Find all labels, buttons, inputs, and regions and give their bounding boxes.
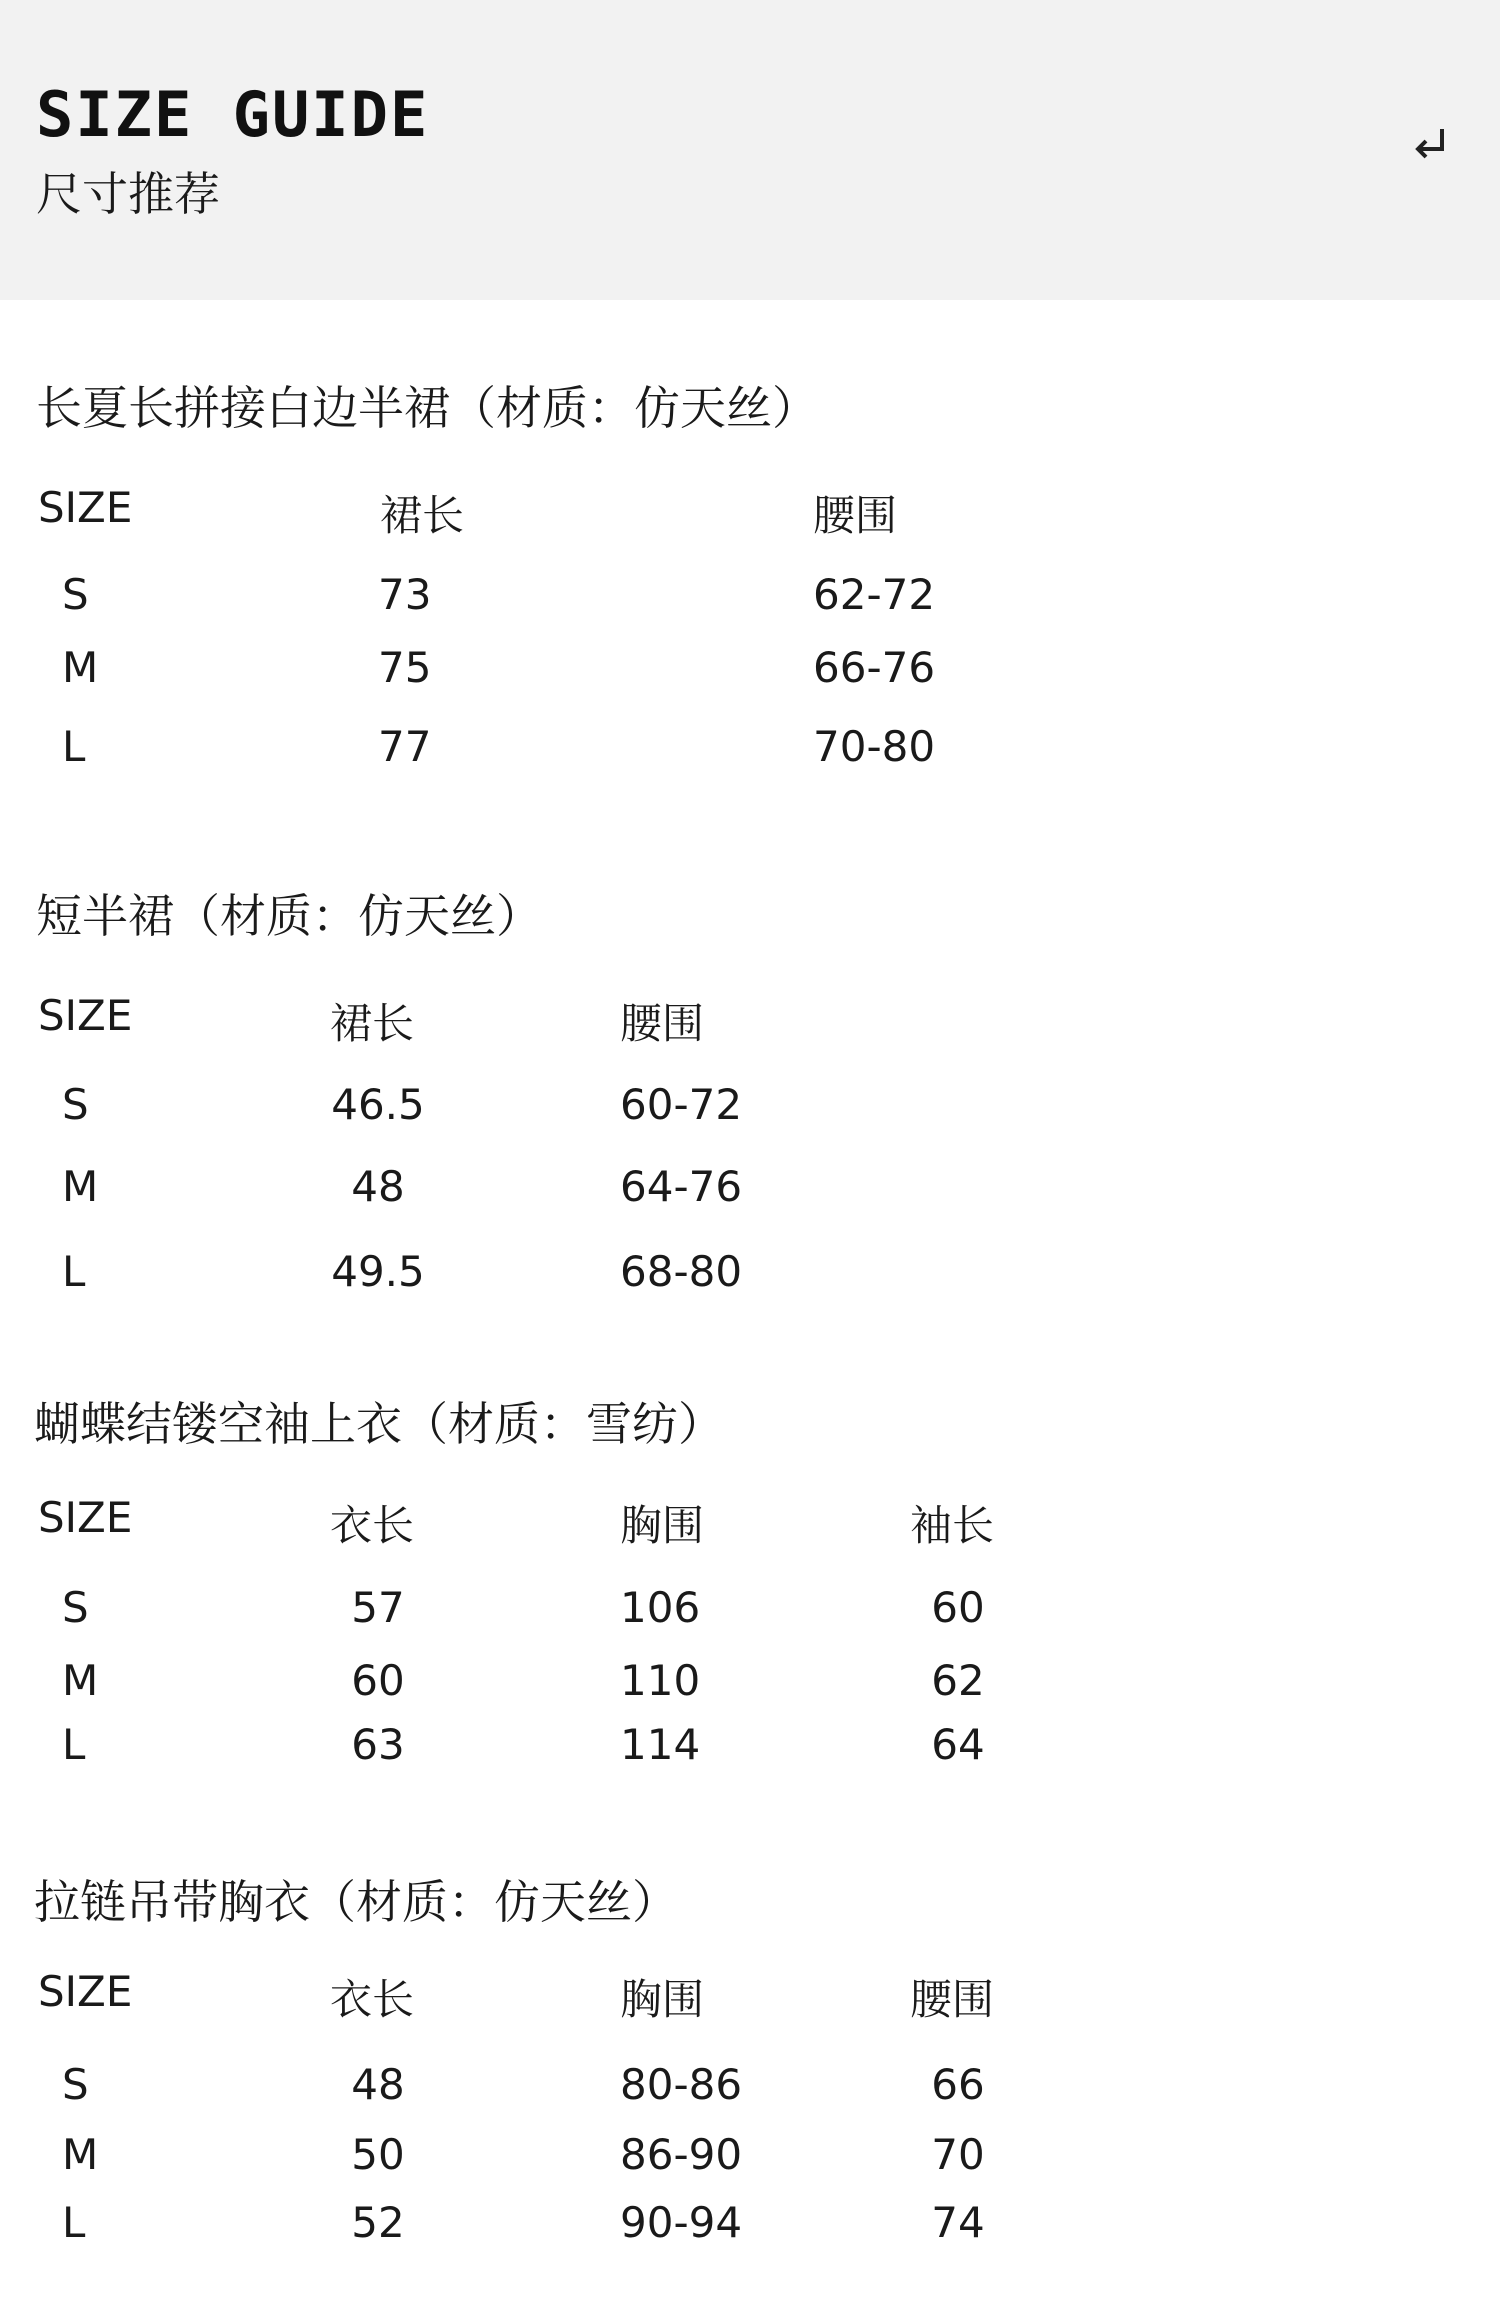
column-header: 胸围 <box>620 1501 705 1550</box>
size-cell: S <box>62 570 89 619</box>
table-cell: 80-86 <box>620 2060 743 2109</box>
section-title: 蝴蝶结镂空袖上衣（材质：雪纺） <box>34 1397 724 1451</box>
section-title: 长夏长拼接白边半裙（材质：仿天丝） <box>36 381 818 435</box>
table-cell: 74 <box>931 2198 985 2247</box>
column-header: SIZE <box>38 991 133 1040</box>
table-cell: 64-76 <box>620 1162 743 1211</box>
table-cell: 50 <box>351 2130 405 2179</box>
size-cell: S <box>62 1080 89 1129</box>
table-cell: 106 <box>620 1583 701 1632</box>
page-subtitle: 尺寸推荐 <box>36 167 220 221</box>
column-header: 裙长 <box>380 491 465 540</box>
size-cell: L <box>62 722 86 771</box>
column-header: SIZE <box>38 483 133 532</box>
table-cell: 64 <box>931 1720 985 1769</box>
table-cell: 70 <box>931 2130 985 2179</box>
table-cell: 110 <box>620 1656 701 1705</box>
section-title: 短半裙（材质：仿天丝） <box>36 889 542 943</box>
table-cell: 63 <box>351 1720 405 1769</box>
table-cell: 66 <box>931 2060 985 2109</box>
table-cell: 62-72 <box>813 570 936 619</box>
size-cell: M <box>62 2130 99 2179</box>
column-header: 衣长 <box>330 1975 415 2024</box>
size-cell: S <box>62 2060 89 2109</box>
table-cell: 62 <box>931 1656 985 1705</box>
size-cell: M <box>62 1162 99 1211</box>
table-cell: 57 <box>351 1583 405 1632</box>
table-cell: 77 <box>378 722 432 771</box>
table-cell: 48 <box>351 2060 405 2109</box>
column-header: 衣长 <box>330 1501 415 1550</box>
size-cell: M <box>62 643 99 692</box>
header-bar <box>0 0 1500 300</box>
table-cell: 68-80 <box>620 1247 743 1296</box>
table-cell: 86-90 <box>620 2130 743 2179</box>
size-cell: L <box>62 1720 86 1769</box>
column-header: 袖长 <box>910 1501 995 1550</box>
column-header: SIZE <box>38 1493 133 1542</box>
back-button[interactable] <box>1400 115 1460 175</box>
table-cell: 73 <box>378 570 432 619</box>
section-title: 拉链吊带胸衣（材质：仿天丝） <box>34 1875 678 1929</box>
column-header: SIZE <box>38 1967 133 2016</box>
column-header: 胸围 <box>620 1975 705 2024</box>
table-cell: 70-80 <box>813 722 936 771</box>
table-cell: 66-76 <box>813 643 936 692</box>
table-cell: 46.5 <box>331 1080 425 1129</box>
table-cell: 114 <box>620 1720 701 1769</box>
size-cell: L <box>62 2198 86 2247</box>
return-arrow-icon <box>1408 123 1452 167</box>
table-cell: 52 <box>351 2198 405 2247</box>
table-cell: 60 <box>931 1583 985 1632</box>
table-cell: 60 <box>351 1656 405 1705</box>
table-cell: 49.5 <box>331 1247 425 1296</box>
table-cell: 75 <box>378 643 432 692</box>
column-header: 腰围 <box>813 491 898 540</box>
column-header: 裙长 <box>330 999 415 1048</box>
table-cell: 60-72 <box>620 1080 743 1129</box>
size-cell: S <box>62 1583 89 1632</box>
column-header: 腰围 <box>910 1975 995 2024</box>
size-cell: M <box>62 1656 99 1705</box>
size-cell: L <box>62 1247 86 1296</box>
table-cell: 90-94 <box>620 2198 743 2247</box>
column-header: 腰围 <box>620 999 705 1048</box>
table-cell: 48 <box>351 1162 405 1211</box>
page-title: SIZE GUIDE <box>36 78 430 151</box>
